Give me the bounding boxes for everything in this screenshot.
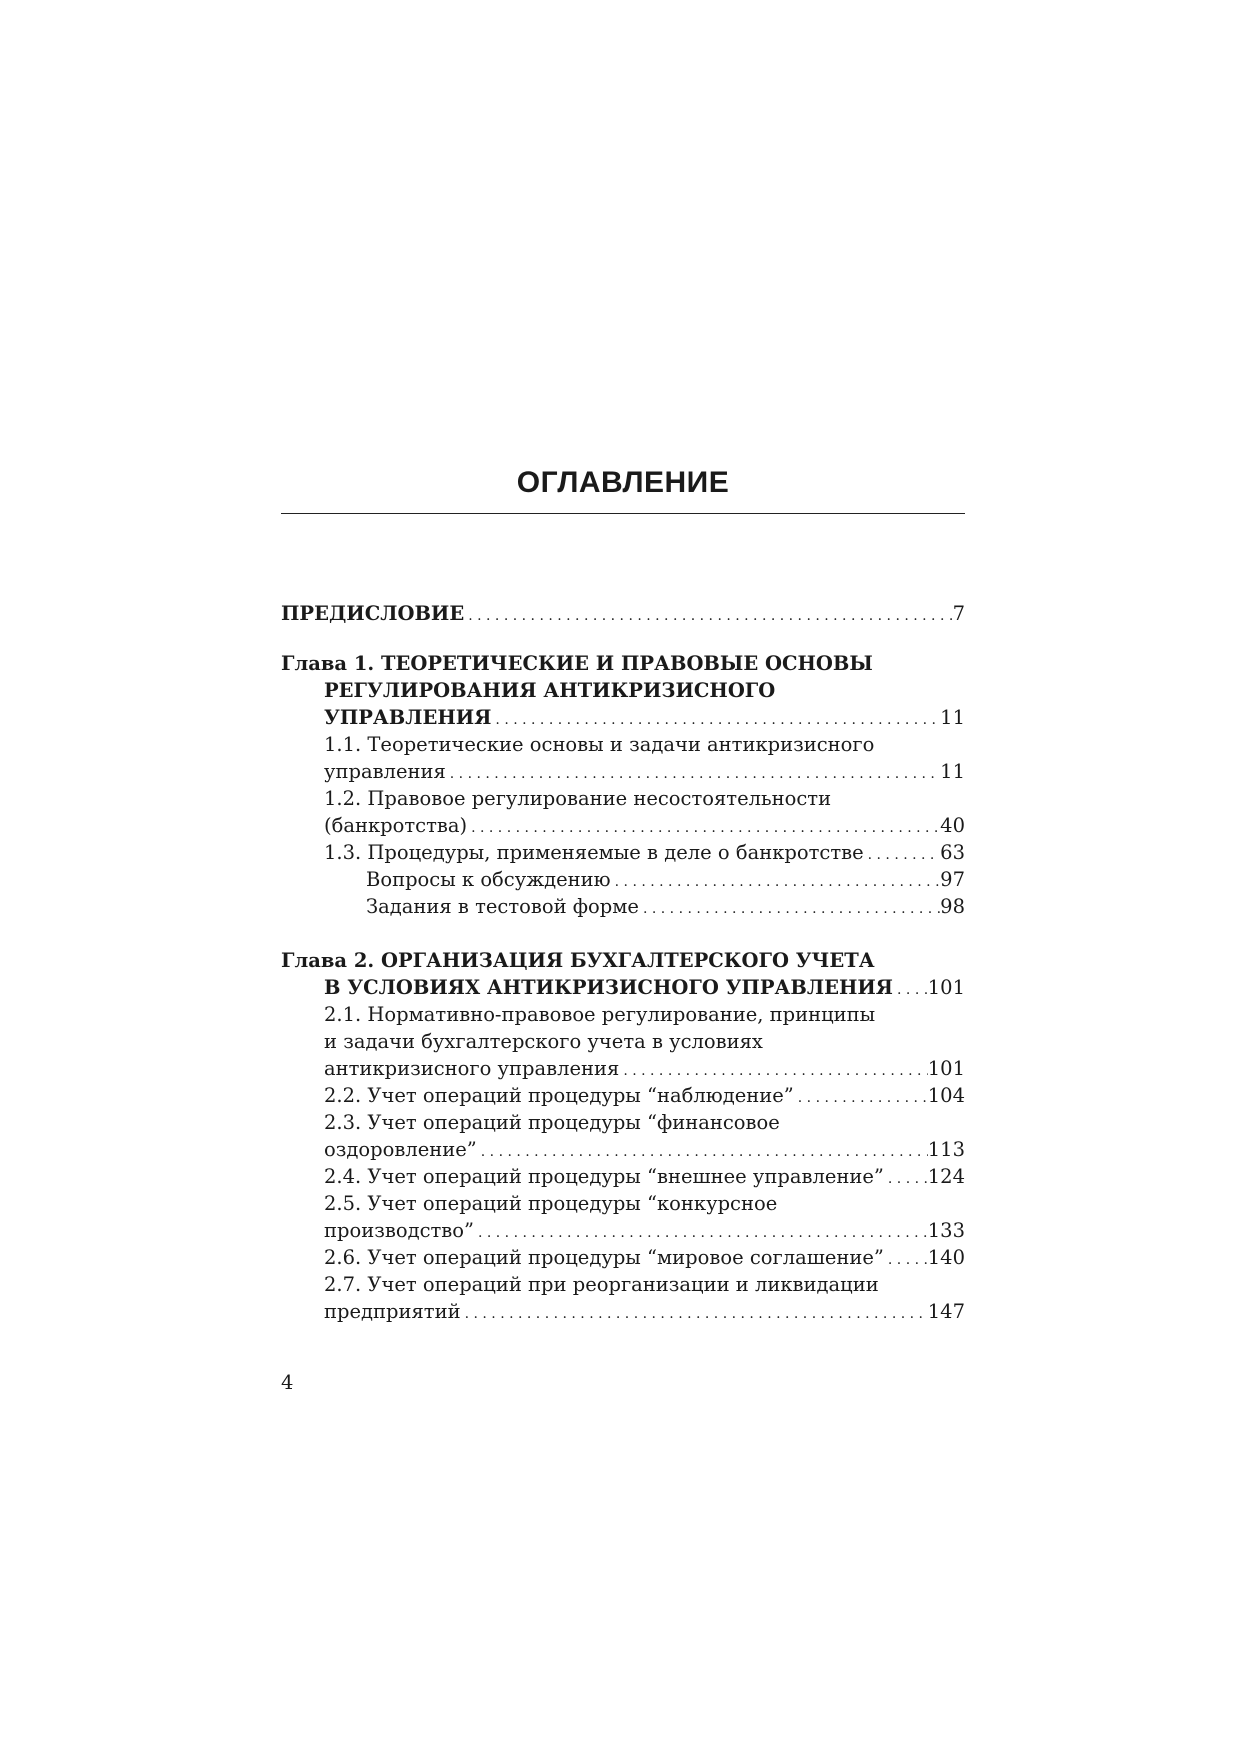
toc-section-1-2-cont[interactable]	[324, 812, 965, 839]
toc-page-number: 124	[927, 1165, 965, 1188]
toc-entry-text: 2.6. Учет операций процедуры “мировое соглашение”	[324, 1246, 884, 1269]
toc-section-2-5-cont[interactable]	[324, 1217, 965, 1244]
leader-dots	[491, 707, 940, 734]
toc-entry-text: оздоровление”	[324, 1138, 477, 1161]
leader-dots	[611, 869, 941, 896]
toc-page-number: 101	[927, 1057, 965, 1080]
toc-page-number: 11	[940, 706, 965, 729]
leader-dots	[619, 1058, 927, 1085]
leader-dots	[461, 1301, 928, 1328]
toc-entry-text: Задания в тестовой форме	[366, 895, 639, 918]
toc-entry-text: ПРЕДИСЛОВИЕ	[281, 602, 465, 625]
toc-entry-text: УПРАВЛЕНИЯ	[324, 706, 492, 729]
toc-section-2-1-cont[interactable]	[324, 1028, 965, 1055]
leader-dots	[864, 842, 941, 869]
toc-entry-text: (банкротства)	[324, 814, 468, 837]
toc-tests-1[interactable]	[366, 893, 965, 920]
toc-entry-text: управления	[324, 760, 446, 783]
toc-chapter-1-line-3[interactable]	[324, 704, 965, 731]
toc-entry-text: 2.5. Учет операций процедуры “конкурсное	[324, 1192, 778, 1215]
toc-page-number: 147	[927, 1300, 965, 1323]
leader-dots	[639, 896, 940, 923]
toc-page-number: 11	[940, 760, 965, 783]
page-title: ОГЛАВЛЕНИЕ	[516, 466, 730, 499]
toc-page-number: 97	[940, 868, 965, 891]
leader-dots	[794, 1085, 928, 1112]
toc-section-2-5[interactable]	[324, 1190, 965, 1217]
toc-section-2-2[interactable]	[324, 1082, 965, 1109]
toc-entry-text: антикризисного управления	[324, 1057, 620, 1080]
toc-section-1-1[interactable]	[324, 731, 965, 758]
toc-entry-text: 1.3. Процедуры, применяемые в деле о банкротстве	[324, 841, 864, 864]
title-rule	[281, 513, 965, 514]
toc-page-number: 133	[927, 1219, 965, 1242]
leader-dots	[893, 977, 928, 1004]
toc-entry-text: 2.7. Учет операций при реорганизации и ликвидации	[324, 1273, 879, 1296]
toc-entry-text: Вопросы к обсуждению	[366, 868, 611, 891]
toc-section-2-7-cont[interactable]	[324, 1298, 965, 1325]
page-number: 4	[281, 1371, 294, 1394]
toc-section-2-1[interactable]	[324, 1001, 965, 1028]
toc-section-2-7[interactable]	[324, 1271, 965, 1298]
toc-chapter-2-line-1[interactable]	[281, 947, 965, 974]
toc-entry-text: Глава 1. ТЕОРЕТИЧЕСКИЕ И ПРАВОВЫЕ ОСНОВЫ	[281, 652, 873, 675]
leader-dots	[464, 603, 952, 630]
toc-chapter-1-line-1[interactable]	[281, 650, 965, 677]
toc-entry-text: производство”	[324, 1219, 474, 1242]
toc-entry-text: 2.1. Нормативно-правовое регулирование, принципы	[324, 1003, 876, 1026]
toc-entry-text: 1.2. Правовое регулирование несостоятельности	[324, 787, 832, 810]
toc-section-2-1-cont2[interactable]	[324, 1055, 965, 1082]
leader-dots	[884, 1166, 928, 1193]
toc-page-number: 40	[940, 814, 965, 837]
toc-chapter-1-line-2[interactable]	[324, 677, 965, 704]
toc-section-2-3-cont[interactable]	[324, 1136, 965, 1163]
toc-entry-text: В УСЛОВИЯХ АНТИКРИЗИСНОГО УПРАВЛЕНИЯ	[324, 976, 894, 999]
toc-entry-text: 2.4. Учет операций процедуры “внешнее управление”	[324, 1165, 884, 1188]
toc-page-number: 7	[952, 602, 965, 625]
toc-section-2-6[interactable]	[324, 1244, 965, 1271]
toc-page-number: 63	[940, 841, 965, 864]
leader-dots	[446, 761, 940, 788]
toc-page-number: 104	[927, 1084, 965, 1107]
toc-section-1-3[interactable]	[324, 839, 965, 866]
toc-entry-text: 2.3. Учет операций процедуры “финансовое	[324, 1111, 780, 1134]
toc-section-1-1-cont[interactable]	[324, 758, 965, 785]
toc-questions-1[interactable]	[366, 866, 965, 893]
toc-entry-text: 2.2. Учет операций процедуры “наблюдение”	[324, 1084, 794, 1107]
leader-dots	[477, 1139, 928, 1166]
toc-chapter-2-line-2[interactable]	[324, 974, 965, 1001]
toc-entry-text: 1.1. Теоретические основы и задачи антикризисного	[324, 733, 875, 756]
toc-section-1-2[interactable]	[324, 785, 965, 812]
toc-section-2-4[interactable]	[324, 1163, 965, 1190]
toc-page-number: 98	[940, 895, 965, 918]
toc-section-2-3[interactable]	[324, 1109, 965, 1136]
toc-entry-text: Глава 2. ОРГАНИЗАЦИЯ БУХГАЛТЕРСКОГО УЧЕТА	[281, 949, 875, 972]
toc-page-number: 140	[927, 1246, 965, 1269]
leader-dots	[467, 815, 940, 842]
toc-entry-preface[interactable]	[281, 600, 965, 627]
toc-page-number: 101	[927, 976, 965, 999]
toc-entry-text: и задачи бухгалтерского учета в условиях	[324, 1030, 763, 1053]
toc-entry-text: предприятий	[324, 1300, 461, 1323]
leader-dots	[474, 1220, 928, 1247]
toc-page-number: 113	[927, 1138, 965, 1161]
toc-entry-text: РЕГУЛИРОВАНИЯ АНТИКРИЗИСНОГО	[324, 679, 776, 702]
leader-dots	[884, 1247, 928, 1274]
